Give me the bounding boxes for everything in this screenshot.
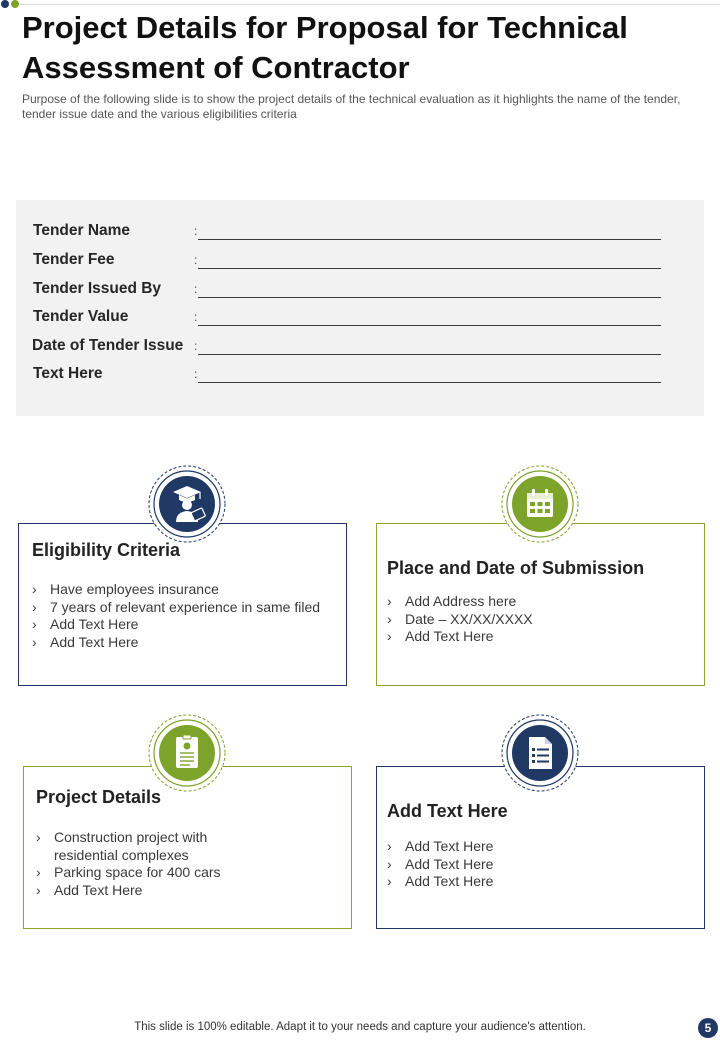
card-title: Place and Date of Submission bbox=[387, 558, 645, 578]
list-item-continuation: residential complexes bbox=[54, 846, 189, 863]
form-label: Tender Fee bbox=[33, 251, 115, 268]
card-list bbox=[32, 581, 320, 651]
form-label: Tender Name bbox=[33, 222, 131, 239]
tender-form-panel bbox=[16, 200, 704, 416]
form-row-tender-name bbox=[16, 222, 704, 244]
footer-note: This slide is 100% editable. Adapt it to your needs and capture your audience's attention. bbox=[134, 1021, 586, 1033]
list-item: › Add Text Here bbox=[32, 634, 320, 652]
form-colon: : bbox=[194, 367, 198, 381]
list-item: › Construction project with bbox=[36, 829, 221, 847]
card-title: Eligibility Criteria bbox=[32, 540, 181, 560]
form-colon: : bbox=[194, 310, 198, 324]
list-item: › Add Text Here bbox=[36, 882, 221, 900]
form-colon: : bbox=[194, 253, 198, 267]
card-list bbox=[387, 593, 533, 646]
list-item: › Add Text Here bbox=[387, 838, 493, 856]
graduate-certificate-icon bbox=[147, 464, 227, 544]
form-blank-line[interactable] bbox=[198, 325, 661, 326]
form-row-date-of-tender-issue bbox=[16, 337, 704, 359]
list-item: › Add Text Here bbox=[387, 628, 533, 646]
form-colon: : bbox=[194, 339, 198, 353]
form-label: Text Here bbox=[33, 365, 103, 382]
form-blank-line[interactable] bbox=[198, 297, 661, 298]
page-number-badge: 5 bbox=[698, 1018, 718, 1038]
form-row-text-here bbox=[16, 365, 704, 387]
id-document-icon bbox=[147, 713, 227, 793]
list-item: › Add Text Here bbox=[32, 616, 320, 634]
form-label: Date of Tender Issue bbox=[32, 337, 184, 354]
top-divider bbox=[20, 4, 720, 5]
list-item: › Add Address here bbox=[387, 593, 533, 611]
page-title: Project Details for Proposal for Technical Assessment of Contractor bbox=[22, 10, 628, 85]
list-item: › Add Text Here bbox=[387, 873, 493, 891]
document-list-icon bbox=[500, 713, 580, 793]
card-eligibility-criteria bbox=[18, 523, 347, 686]
list-item: › 7 years of relevant experience in same filed bbox=[32, 599, 320, 617]
list-item: › Date – XX/XX/XXXX bbox=[387, 611, 533, 629]
form-blank-line[interactable] bbox=[198, 382, 661, 383]
decor-dot-green bbox=[11, 0, 19, 8]
form-label: Tender Issued By bbox=[33, 280, 162, 297]
card-place-and-date-of-submission bbox=[376, 523, 705, 686]
form-label: Tender Value bbox=[33, 308, 129, 325]
form-blank-line[interactable] bbox=[198, 239, 661, 240]
card-title: Add Text Here bbox=[387, 801, 508, 821]
list-item: › Parking space for 400 cars bbox=[36, 864, 221, 882]
list-item: › Have employees insurance bbox=[32, 581, 320, 599]
form-row-tender-issued-by bbox=[16, 280, 704, 302]
calendar-icon bbox=[500, 464, 580, 544]
list-item: › Add Text Here bbox=[387, 856, 493, 874]
card-list bbox=[387, 838, 493, 891]
decor-dot-navy bbox=[1, 0, 9, 8]
card-list bbox=[36, 829, 221, 899]
card-title: Project Details bbox=[36, 787, 162, 807]
form-row-tender-value bbox=[16, 308, 704, 330]
form-colon: : bbox=[194, 224, 198, 238]
form-blank-line[interactable] bbox=[198, 354, 661, 355]
form-row-tender-fee bbox=[16, 251, 704, 273]
form-colon: : bbox=[194, 282, 198, 296]
page-subtitle: Purpose of the following slide is to show the project details of the technical evaluation as it highlights the name of the tender, tender issue date and the various eligibilities criteria bbox=[22, 92, 681, 121]
form-blank-line[interactable] bbox=[198, 268, 661, 269]
